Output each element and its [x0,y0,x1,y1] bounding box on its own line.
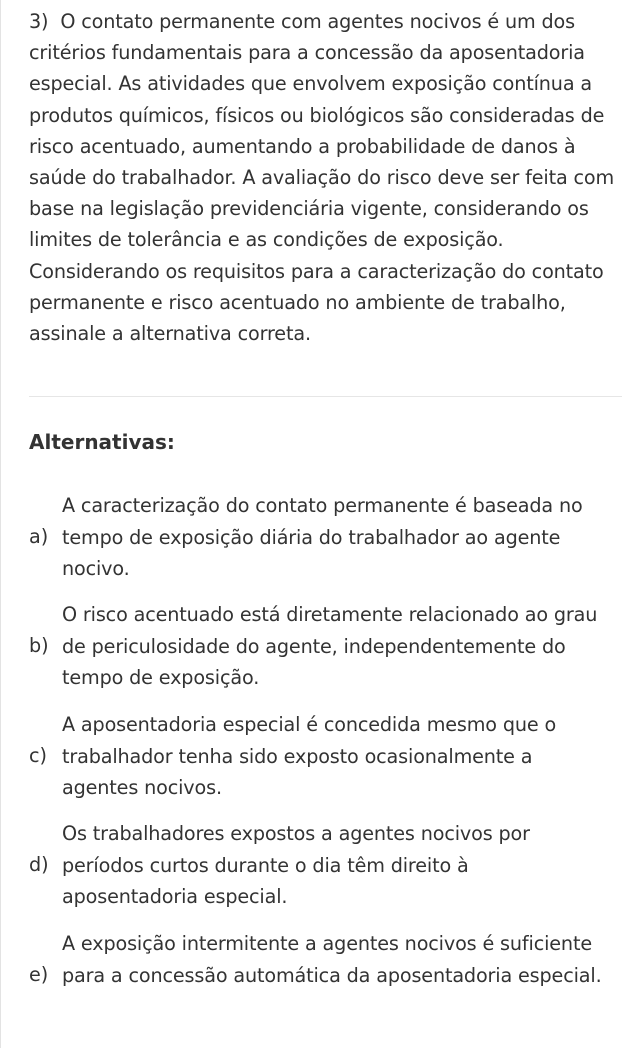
question-statement [29,6,619,349]
question-number: 3) [29,10,49,33]
option-text: A caracterização do contato permanente é baseada no tempo de exposição diária do trabalhador ao agente nocivo. [62,494,583,580]
option-text: A aposentadoria especial é concedida mesmo que o trabalhador tenha sido exposto ocasionalmente a agentes nocivos. [62,713,557,799]
question-text: O contato permanente com agentes nocivos é um dos critérios fundamentais para a concessão da aposentadoria especial. As atividades que envolvem exposição contínua a produtos químicos, físicos ou biológicos são consideradas de risco acentuado, aumentando a probabilidade de danos à saúde do trabalhador. A avaliação do risco deve ser feita com base na legislação previdenciária vigente, considerando os limites de tolerância e as condições de exposição. Considerando os requisitos para a caracterização do contato permanente e risco acentuado no ambiente de trabalho, assinale a alternativa correta. [29,10,615,346]
option-text: A exposição intermitente a agentes nocivos é suficiente para a concessão automática da aposentadoria especial. [62,932,602,987]
option-letter: a) [29,525,49,548]
alternatives-heading: Alternativas: [29,430,175,454]
option-letter: b) [29,634,49,657]
section-divider [29,396,622,397]
option-letter: d) [29,853,49,876]
option-letter: e) [29,963,49,986]
option-letter: c) [29,744,48,767]
option-text: Os trabalhadores expostos a agentes nocivos por períodos curtos durante o dia têm direito à aposentadoria especial. [62,822,530,908]
option-text: O risco acentuado está diretamente relacionado ao grau de periculosidade do agente, independentemente do tempo de exposição. [62,603,598,689]
